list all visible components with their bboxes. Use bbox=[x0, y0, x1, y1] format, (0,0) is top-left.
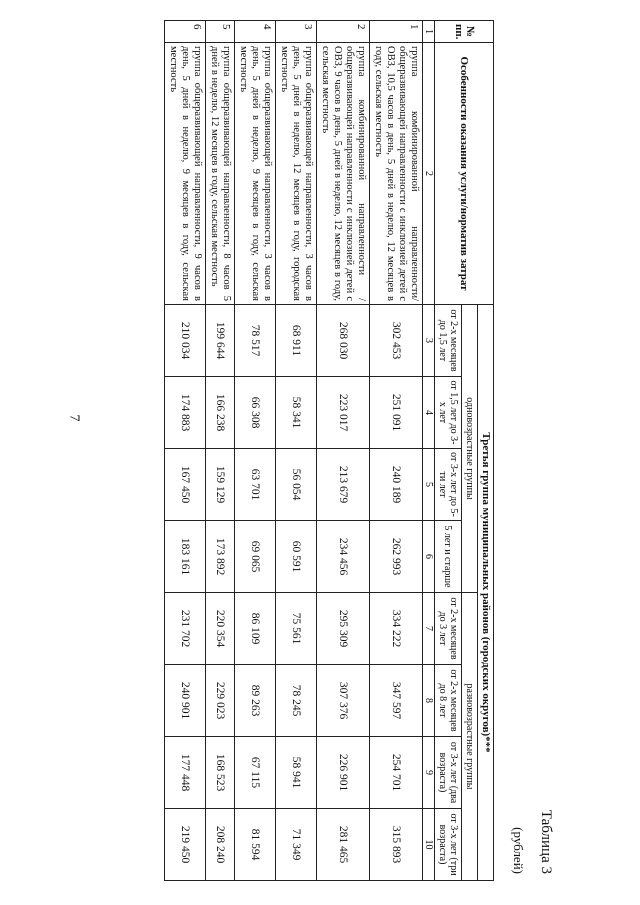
table-row bbox=[276, 21, 317, 881]
table-row bbox=[317, 21, 370, 881]
header-row-1 bbox=[478, 21, 494, 881]
cost-value: 86 109 bbox=[235, 593, 276, 665]
cost-value: 302 453 bbox=[370, 305, 423, 377]
cost-value: 210 034 bbox=[165, 305, 206, 377]
cost-value: 58 941 bbox=[276, 737, 317, 809]
cost-value: 183 161 bbox=[165, 521, 206, 593]
column-number: 7 bbox=[423, 593, 435, 665]
table-row bbox=[206, 21, 235, 881]
row-description: группа общеразвивающей направленности, 3 часов в день, 5 дней в неделю, 12 месяцев в году, городская местность bbox=[276, 43, 317, 305]
row-description: группа комбинированной направленности/ общеразвивающей направленности с инклюзией детей с ОВЗ, 10,5 часов в день, 5 дней в неделю, 12 месяцев в году, сельская местность bbox=[370, 43, 423, 305]
header-subcol: от 3-х лет (два возраста) bbox=[435, 737, 462, 809]
row-number: 3 bbox=[276, 21, 317, 43]
column-number: 6 bbox=[423, 521, 435, 593]
header-subcol: 5 лет и старше bbox=[435, 521, 462, 593]
cost-value: 69 065 bbox=[235, 521, 276, 593]
header-subcol: от 2-х месяцев до 8 лет bbox=[435, 665, 462, 737]
cost-value: 262 993 bbox=[370, 521, 423, 593]
column-number: 1 bbox=[423, 21, 435, 43]
header-single-age: одновозрастные группы bbox=[462, 305, 478, 593]
cost-value: 71 349 bbox=[276, 809, 317, 881]
header-subcol: от 3-х лет (три возраста) bbox=[435, 809, 462, 881]
table-row bbox=[165, 21, 206, 881]
row-number: 5 bbox=[206, 21, 235, 43]
header-multi-age: разновозрастные группы bbox=[462, 593, 478, 881]
cost-value: 347 597 bbox=[370, 665, 423, 737]
table-title: Таблица 3 bbox=[538, 809, 554, 874]
column-number-row bbox=[423, 21, 435, 881]
row-description: группа общеразвивающей направленности, 9 часов в день, 5 дней в неделю, 9 месяцев в году, сельская местность bbox=[165, 43, 206, 305]
cost-value: 240 189 bbox=[370, 449, 423, 521]
cost-value: 213 679 bbox=[317, 449, 370, 521]
column-number: 4 bbox=[423, 377, 435, 449]
cost-value: 75 561 bbox=[276, 593, 317, 665]
table-body bbox=[165, 21, 423, 881]
row-number: 6 bbox=[165, 21, 206, 43]
cost-value: 219 450 bbox=[165, 809, 206, 881]
cost-value: 89 263 bbox=[235, 665, 276, 737]
row-number: 4 bbox=[235, 21, 276, 43]
cost-value: 78 517 bbox=[235, 305, 276, 377]
cost-value: 60 591 bbox=[276, 521, 317, 593]
table-units: (рублей) bbox=[511, 827, 526, 874]
column-number: 9 bbox=[423, 737, 435, 809]
header-subcol: от 1,5 лет до 3-х лет bbox=[435, 377, 462, 449]
row-description: группа общеразвивающей направленности, 8 часов 5 дней в неделю, 12 месяцев в году, сельская местность bbox=[206, 43, 235, 305]
cost-value: 177 448 bbox=[165, 737, 206, 809]
cost-value: 166 238 bbox=[206, 377, 235, 449]
cost-value: 68 911 bbox=[276, 305, 317, 377]
header-col-desc: Особенности оказания услуги/норматив затрат bbox=[435, 43, 494, 305]
header-group-title: Третья группа муниципальных районов (городских округов)*** bbox=[478, 305, 494, 881]
cost-value: 66 308 bbox=[235, 377, 276, 449]
cost-value: 58 341 bbox=[276, 377, 317, 449]
cost-value: 295 309 bbox=[317, 593, 370, 665]
cost-value: 226 901 bbox=[317, 737, 370, 809]
cost-value: 78 245 bbox=[276, 665, 317, 737]
cost-value: 251 091 bbox=[370, 377, 423, 449]
cost-value: 159 129 bbox=[206, 449, 235, 521]
cost-value: 208 240 bbox=[206, 809, 235, 881]
cost-value: 234 456 bbox=[317, 521, 370, 593]
cost-value: 307 376 bbox=[317, 665, 370, 737]
cost-value: 281 465 bbox=[317, 809, 370, 881]
cost-value: 254 701 bbox=[370, 737, 423, 809]
row-description: группа комбинированной направленности / общеразвивающей направленности с инклюзией детей с ОВЗ, 9 часов в день, 5 дней в неделю, 12 месяцев в году, сельская местность bbox=[317, 43, 370, 305]
cost-value: 229 023 bbox=[206, 665, 235, 737]
row-number: 1 bbox=[370, 21, 423, 43]
cost-value: 334 222 bbox=[370, 593, 423, 665]
column-number: 5 bbox=[423, 449, 435, 521]
cost-value: 174 883 bbox=[165, 377, 206, 449]
cost-value: 199 644 bbox=[206, 305, 235, 377]
cost-value: 56 054 bbox=[276, 449, 317, 521]
cost-value: 268 030 bbox=[317, 305, 370, 377]
cost-value: 173 892 bbox=[206, 521, 235, 593]
cost-value: 168 523 bbox=[206, 737, 235, 809]
column-number: 3 bbox=[423, 305, 435, 377]
cost-value: 223 017 bbox=[317, 377, 370, 449]
table-row bbox=[235, 21, 276, 881]
cost-value: 63 701 bbox=[235, 449, 276, 521]
cost-value: 231 702 bbox=[165, 593, 206, 665]
rotated-sheet bbox=[110, 20, 560, 880]
column-number: 10 bbox=[423, 809, 435, 881]
header-col-no: № пп. bbox=[435, 21, 494, 43]
row-number: 2 bbox=[317, 21, 370, 43]
cost-value: 167 450 bbox=[165, 449, 206, 521]
column-number: 8 bbox=[423, 665, 435, 737]
cost-value: 81 594 bbox=[235, 809, 276, 881]
page-number: 7 bbox=[66, 414, 82, 422]
header-subcol: от 2-х месяцев до 3 лет bbox=[435, 593, 462, 665]
header-subcol: от 3-х лет до 5-ти лет bbox=[435, 449, 462, 521]
row-description: группа общеразвивающей направленности, 3 часов в день, 5 дней в неделю, 9 месяцев в году, сельская местность bbox=[235, 43, 276, 305]
cost-value: 240 901 bbox=[165, 665, 206, 737]
column-number: 2 bbox=[423, 43, 435, 305]
table-row bbox=[370, 21, 423, 881]
cost-value: 67 115 bbox=[235, 737, 276, 809]
table-caption bbox=[504, 810, 560, 874]
header-subcol: от 2-х месяцев до 1,5 лет bbox=[435, 305, 462, 377]
cost-value: 315 893 bbox=[370, 809, 423, 881]
tariff-table bbox=[164, 20, 494, 881]
cost-value: 220 354 bbox=[206, 593, 235, 665]
